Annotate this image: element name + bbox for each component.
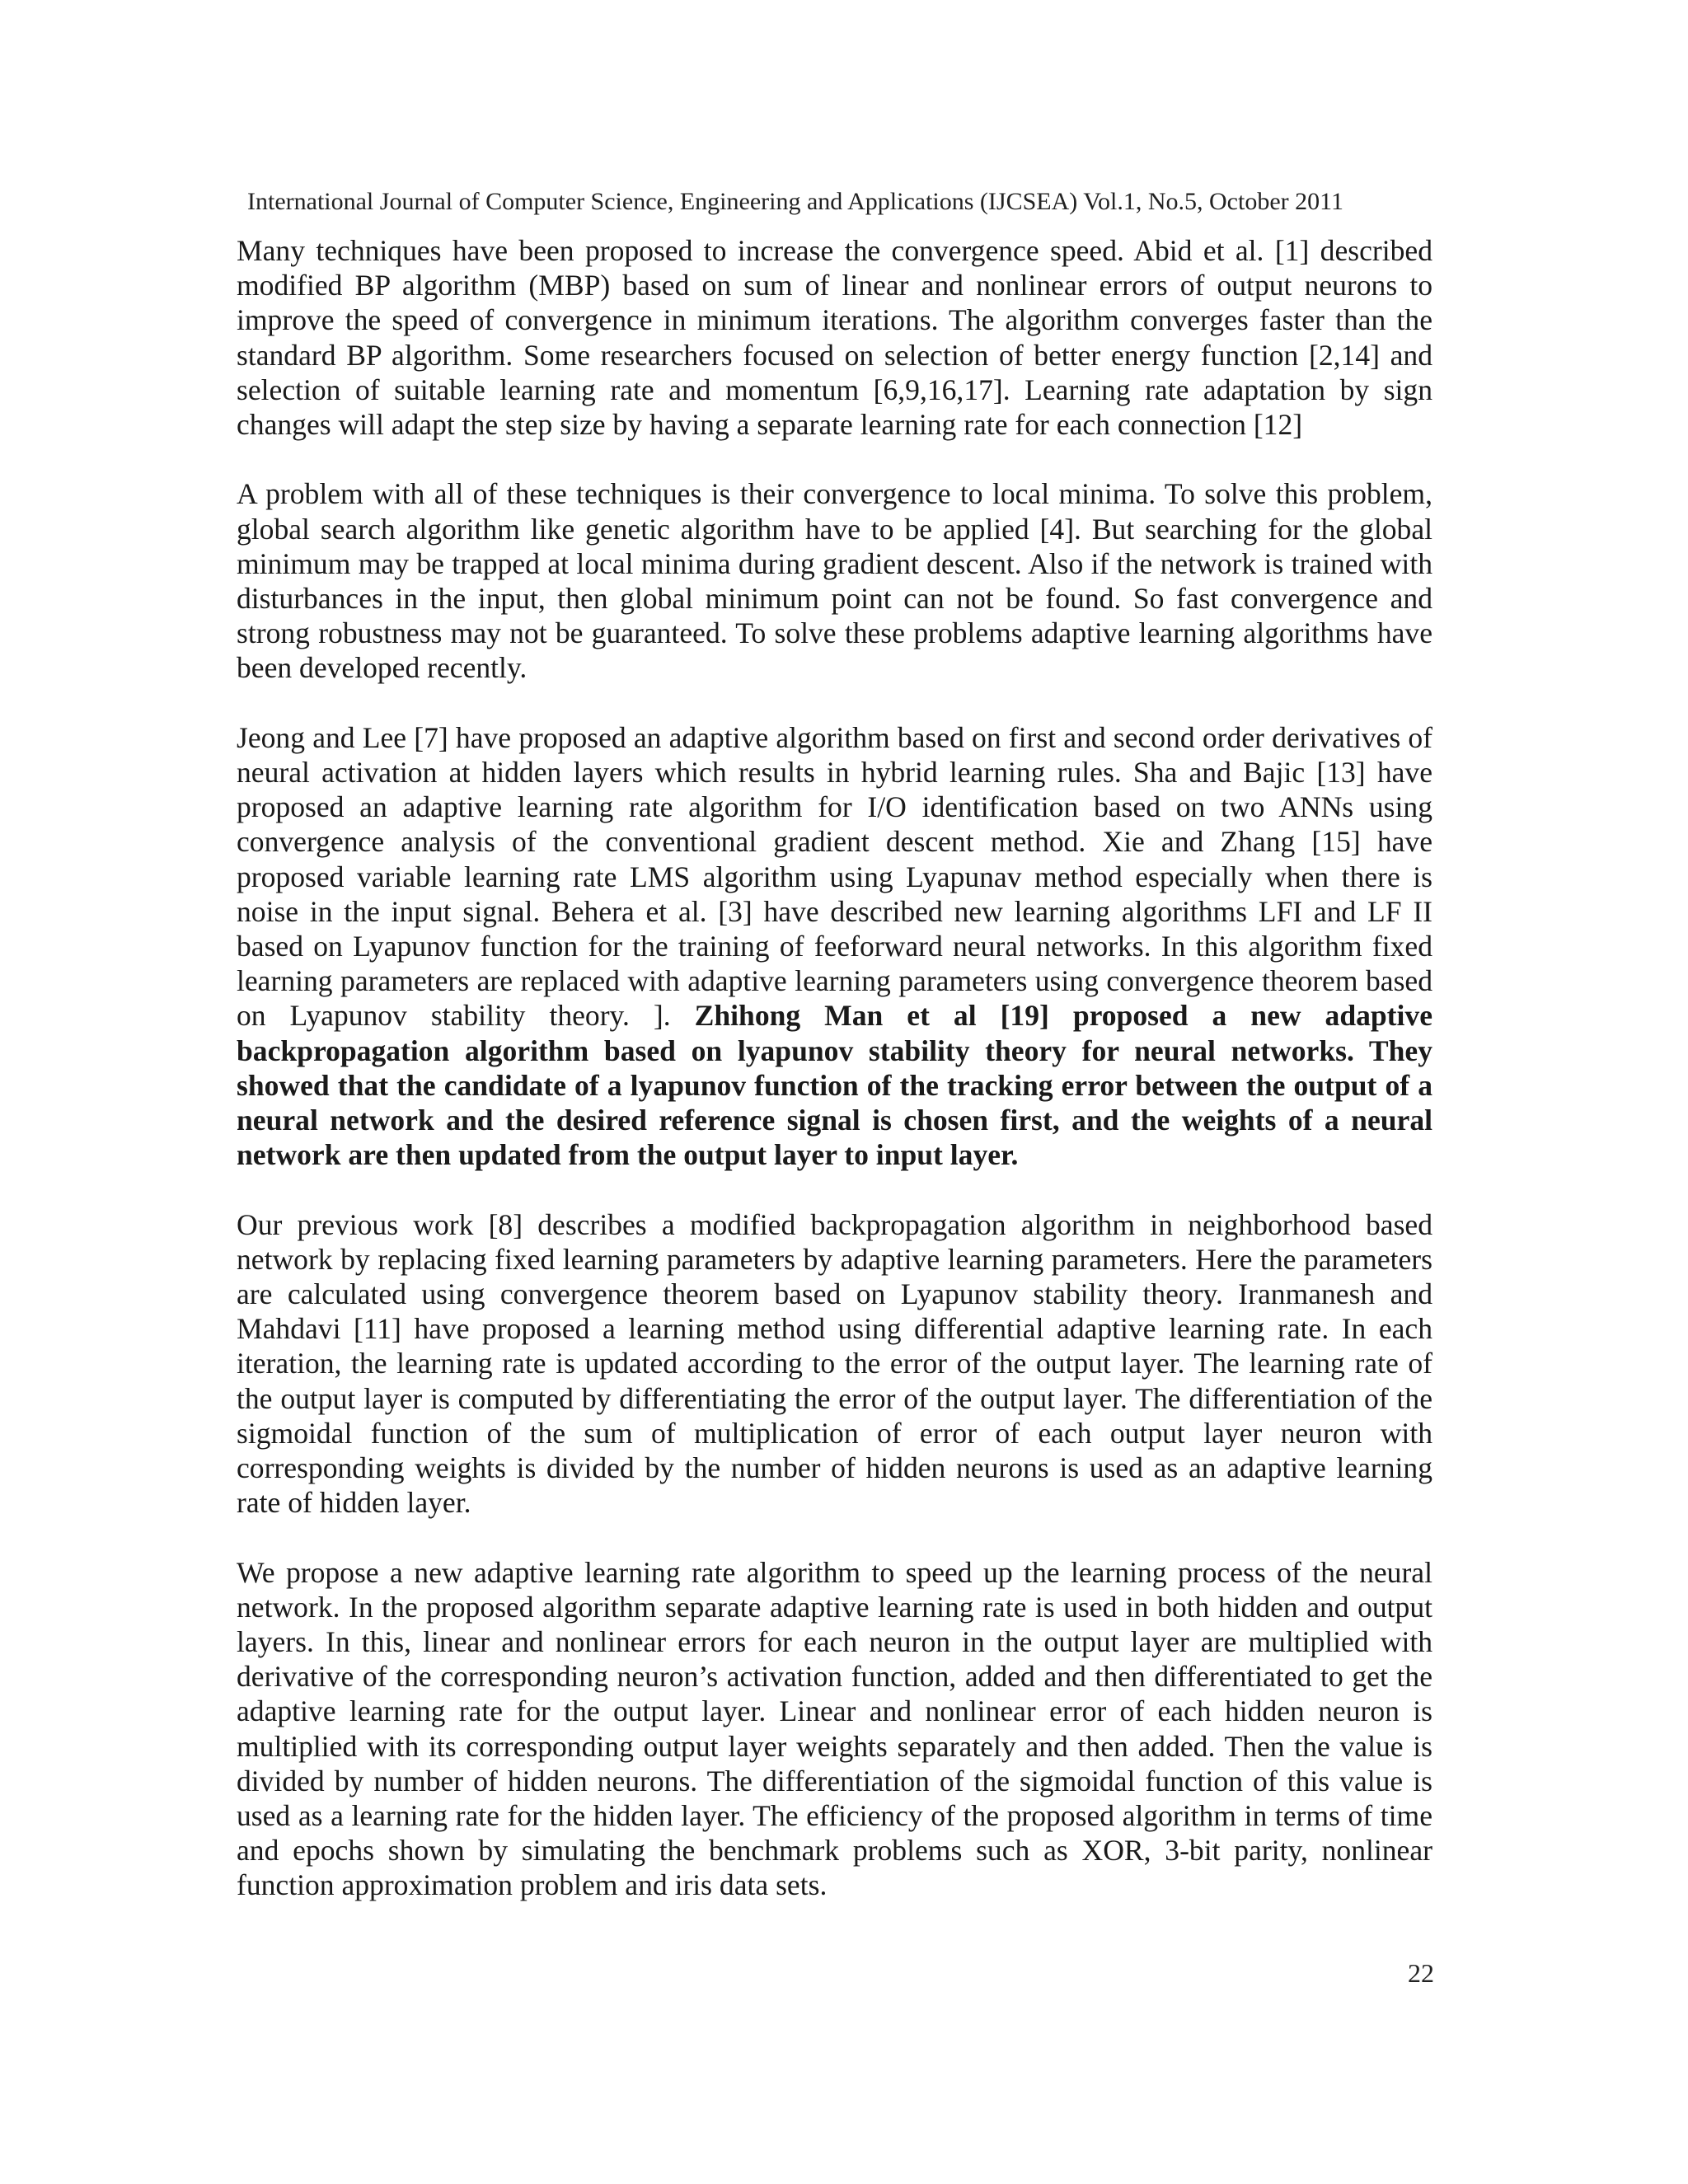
- paragraph-local-minima-problem: [237, 476, 1432, 685]
- paragraph-text: Many techniques have been proposed to increase the convergence speed. Abid et al. [1] described modified BP algorithm (MBP) based on sum of linear and nonlinear errors of output neurons to improve the speed of convergence in minimum iterations. The algorithm converges faster than the standard BP algorithm. Some researchers focused on selection of better energy function [2,14] and selection of suitable learning rate and momentum [6,9,16,17]. Learning rate adaptation by sign changes will adapt the step size by having a separate learning rate for each connection [12]: [237, 234, 1432, 442]
- paragraph-convergence-techniques: [237, 233, 1432, 442]
- paragraph-text: Jeong and Lee [7] have proposed an adaptive algorithm based on first and second order derivatives of neural activation at hidden layers which results in hybrid learning rules. Sha and Bajic [13] have proposed an adaptive learning rate algorithm for I/O identification based on two ANNs using convergence analysis of the conventional gradient descent method. Xie and Zhang [15] have proposed variable learning rate LMS algorithm using Lyapunav method especially when there is noise in the input signal. Behera et al. [3] have described new learning algorithms LFI and LF II based on Lyapunov function for the training of feeforward neural networks. In this algorithm fixed learning parameters are replaced with adaptive learning parameters using convergence theorem based on Lyapunov stability theory. ].: [237, 720, 1432, 1033]
- page-number: 22: [1408, 1958, 1434, 1988]
- paragraph-text: Our previous work [8] describes a modified backpropagation algorithm in neighborhood based network by replacing fixed learning parameters by adaptive learning parameters. Here the parameters are calculated using convergence theorem based on Lyapunov stability theory. Iranmanesh and Mahdavi [11] have proposed a learning method using differential adaptive learning rate. In each iteration, the learning rate is updated according to the error of the output layer. The learning rate of the output layer is computed by differentiating the error of the output layer. The differentiation of the sigmoidal function of the sum of multiplication of error of each output layer neuron with corresponding weights is divided by the number of hidden neurons is used as an adaptive learning rate of hidden layer.: [237, 1207, 1432, 1520]
- journal-running-header: International Journal of Computer Science, Engineering and Applications (IJCSEA) Vol.1, No.5, October 2011: [247, 188, 1344, 215]
- paragraph-proposed-algorithm: [237, 1555, 1432, 1903]
- paragraph-text: We propose a new adaptive learning rate algorithm to speed up the learning process of the neural network. In the proposed algorithm separate adaptive learning rate is used in both hidden and output layers. In this, linear and nonlinear errors for each neuron in the output layer are multiplied with derivative of the corresponding neuron’s activation function, added and then differentiated to get the adaptive learning rate for the output layer. Linear and nonlinear error of each hidden neuron is multiplied with its corresponding output layer weights separately and then added. Then the value is divided by number of hidden neurons. The differentiation of the sigmoidal function of this value is used as a learning rate for the hidden layer. The efficiency of the proposed algorithm in terms of time and epochs shown by simulating the benchmark problems such as XOR, 3-bit parity, nonlinear function approximation problem and iris data sets.: [237, 1555, 1432, 1902]
- paragraph-text: A problem with all of these techniques is their convergence to local minima. To solve this problem, global search algorithm like genetic algorithm have to be applied [4]. But searching for the global minimum may be trapped at local minima during gradient descent. Also if the network is trained with disturbances in the input, then global minimum point can not be found. So fast convergence and strong robustness may not be guaranteed. To solve these problems adaptive learning algorithms have been developed recently.: [237, 477, 1432, 685]
- paragraph-bold-text: Zhihong Man et al [19] proposed a new adaptive backpropagation algorithm based on lyapunov stability theory for neural networks. They showed that the candidate of a lyapunov function of the tracking error between the output of a neural network and the desired reference signal is chosen first, and the weights of a neural network are then updated from the output layer to input layer.: [237, 999, 1433, 1172]
- paragraph-previous-work: [237, 1207, 1432, 1521]
- paragraph-adaptive-algorithms: [237, 720, 1432, 1173]
- body-text: [237, 233, 1432, 1903]
